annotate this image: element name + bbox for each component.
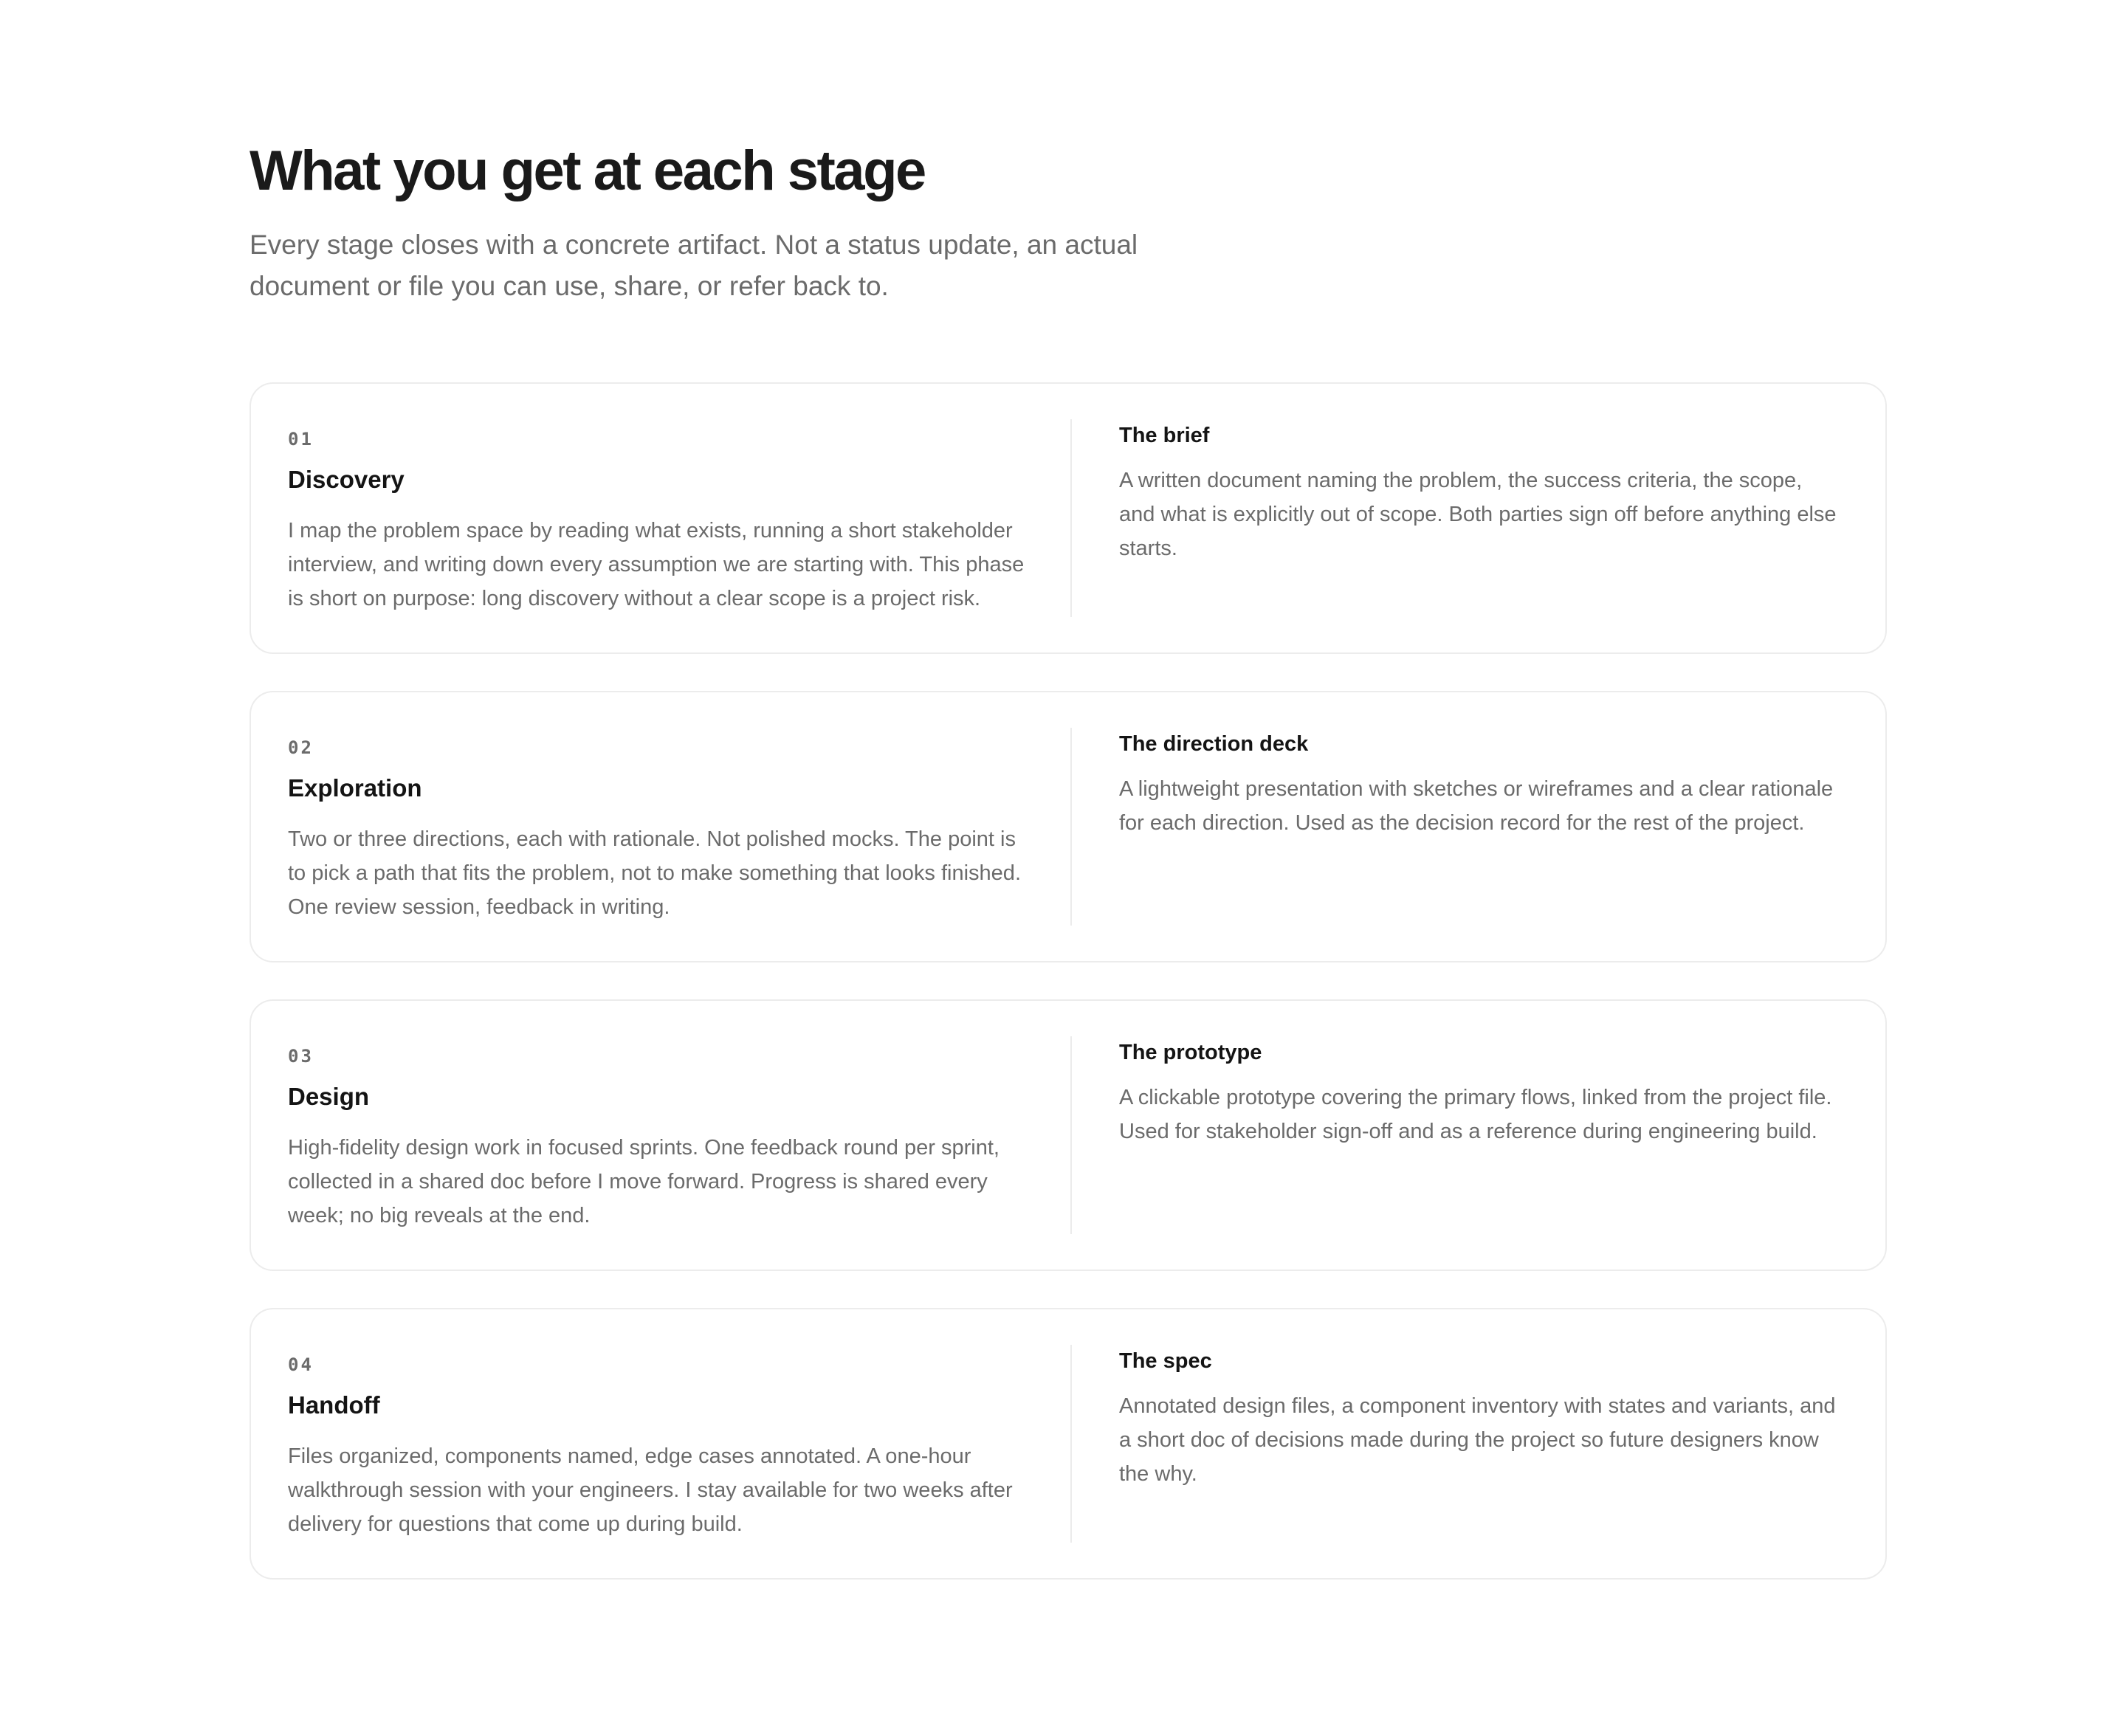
- stages-section: [250, 137, 1887, 1616]
- stage-artifact: [1072, 1001, 1885, 1270]
- stage-number: 02: [288, 737, 314, 758]
- stage-description: Files organized, components named, edge cases annotated. A one-hour walkthrough session with your engineers. I stay available for two weeks after delivery for questions that come up during build.: [288, 1444, 1013, 1536]
- stage-artifact: [1072, 1309, 1885, 1578]
- stage-number: 04: [288, 1354, 314, 1375]
- stage-info: [251, 384, 1070, 652]
- artifact-title: The brief: [1119, 424, 1210, 447]
- artifact-description: A written document naming the problem, the success criteria, the scope, and what is explicitly out of scope. Both parties sign off before anything else starts.: [1119, 469, 1837, 560]
- stage-list: [250, 382, 1887, 1580]
- stage-number: 03: [288, 1046, 314, 1067]
- stage-card-handoff: [250, 1308, 1887, 1580]
- stage-title: Design: [288, 1083, 370, 1110]
- stage-card-discovery: [250, 382, 1887, 654]
- artifact-description: A clickable prototype covering the primary flows, linked from the project file. Used for stakeholder sign-off and as a reference during engineering build.: [1119, 1086, 1832, 1143]
- stage-info: [251, 1309, 1070, 1578]
- stage-title: Handoff: [288, 1391, 380, 1419]
- artifact-title: The direction deck: [1119, 732, 1309, 756]
- stage-title: Discovery: [288, 466, 405, 493]
- artifact-title: The prototype: [1119, 1041, 1262, 1064]
- stage-info: [251, 1001, 1070, 1270]
- stage-artifact: [1072, 384, 1885, 652]
- stage-description: Two or three directions, each with rationale. Not polished mocks. The point is to pick a path that fits the problem, not to make something that looks finished. One review session, feedback in writing.: [288, 827, 1021, 919]
- stage-card-design: [250, 999, 1887, 1271]
- page-title: What you get at each stage: [250, 140, 925, 202]
- artifact-description: Annotated design files, a component inventory with states and variants, and a short doc of decisions made during the project so future designers know the why.: [1119, 1394, 1836, 1486]
- stage-info: [251, 692, 1070, 961]
- stage-artifact: [1072, 692, 1885, 961]
- stage-description: High-fidelity design work in focused sprints. One feedback round per sprint, collected in a shared doc before I move forward. Progress is shared every week; no big reveals at the end.: [288, 1136, 1000, 1227]
- artifact-title: The spec: [1119, 1349, 1212, 1373]
- page-subtitle: Every stage closes with a concrete artifact. Not a status update, an actual document or file you can use, share, or refer back to.: [250, 230, 1138, 301]
- stage-title: Exploration: [288, 774, 422, 802]
- artifact-description: A lightweight presentation with sketches or wireframes and a clear rationale for each direction. Used as the decision record for the rest of the project.: [1119, 777, 1834, 835]
- stage-description: I map the problem space by reading what exists, running a short stakeholder interview, and writing down every assumption we are starting with. This phase is short on purpose: long discovery without a clear scope is a project risk.: [288, 519, 1025, 610]
- stage-card-exploration: [250, 691, 1887, 962]
- stage-number: 01: [288, 429, 314, 450]
